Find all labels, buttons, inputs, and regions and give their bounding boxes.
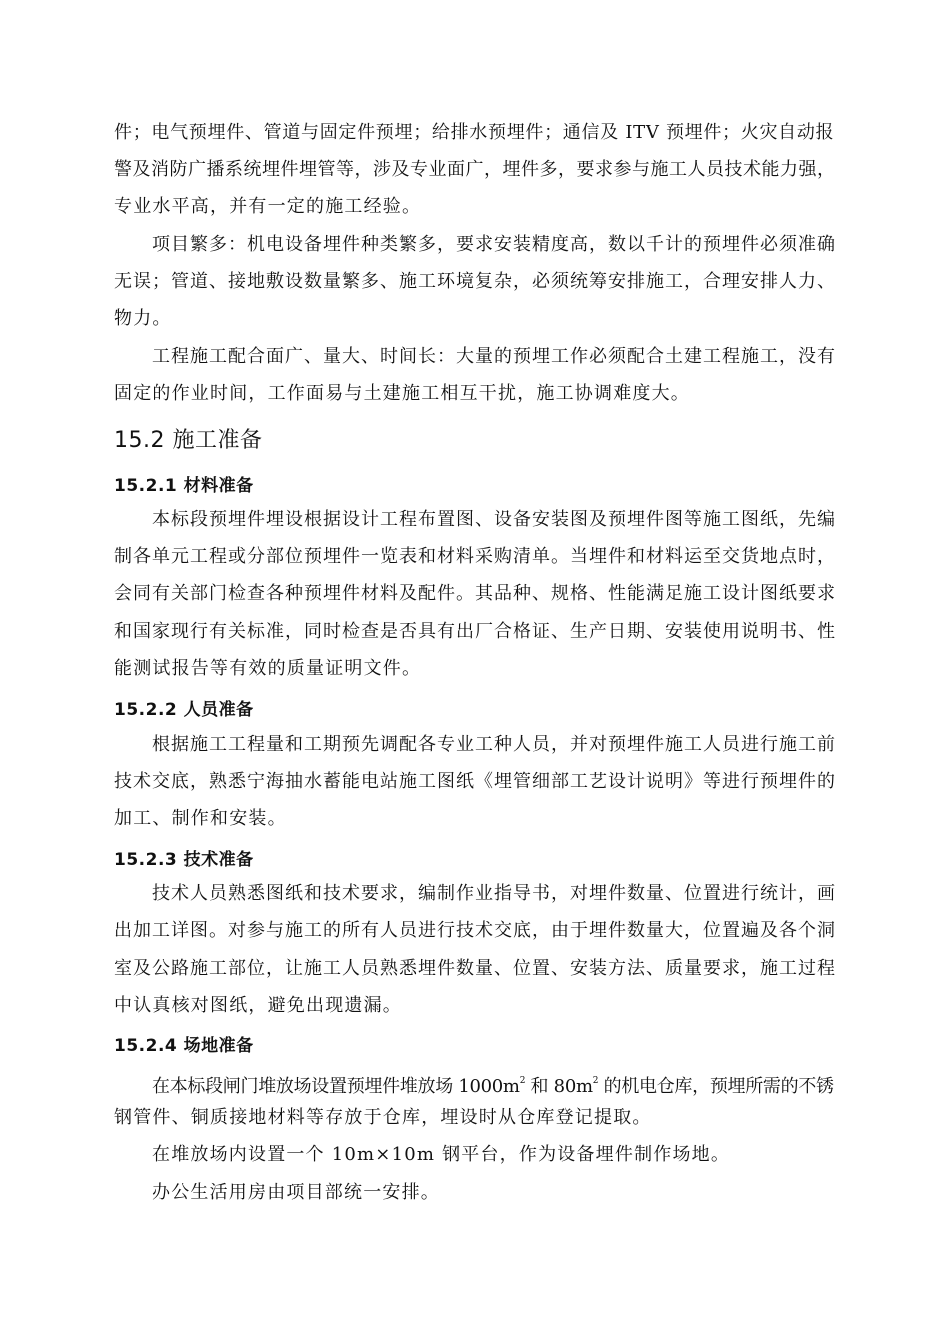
text-segment: 在本标段闸门堆放场设置预埋件堆放场 1000m <box>152 1076 520 1097</box>
text-line: 本标段预埋件埋设根据设计工程布置图、设备安装图及预埋件图等施工图纸，先编 <box>152 509 836 530</box>
text-line: 技术人员熟悉图纸和技术要求，编制作业指导书，对埋件数量、位置进行统计，画 <box>152 883 836 904</box>
text-segment: 和 80m <box>525 1076 593 1097</box>
text-line <box>152 1069 834 1099</box>
text-line: 会同有关部门检查各种预埋件材料及配件。其品种、规格、性能满足施工设计图纸要求 <box>114 583 836 604</box>
subsection-heading: 15.2.3 技术准备 <box>114 850 254 870</box>
text-line: 在堆放场内设置一个 10m×10m 钢平台，作为设备埋件制作场地。 <box>152 1144 731 1165</box>
subsection-heading: 15.2.2 人员准备 <box>114 700 254 720</box>
text-line: 警及消防广播系统埋件埋管等，涉及专业面广，埋件多，要求参与施工人员技术能力强， <box>114 159 836 180</box>
text-line: 项目繁多：机电设备埋件种类繁多，要求安装精度高，数以千计的预埋件必须准确 <box>152 234 836 255</box>
text-line: 物力。 <box>114 308 172 329</box>
text-line: 根据施工工程量和工期预先调配各专业工种人员，并对预埋件施工人员进行施工前 <box>152 734 836 755</box>
subsection-heading: 15.2.4 场地准备 <box>114 1036 254 1056</box>
text-segment: 的机电仓库，预埋所需的不锈 <box>598 1076 834 1097</box>
text-line: 件；电气预埋件、管道与固定件预埋；给排水预埋件；通信及 ITV 预埋件；火灾自动报 <box>114 122 835 143</box>
superscript: 2 <box>592 1076 599 1086</box>
text-line: 无误；管道、接地敷设数量繁多、施工环境复杂，必须统筹安排施工，合理安排人力、 <box>114 271 836 292</box>
text-line: 能测试报告等有效的质量证明文件。 <box>114 658 422 679</box>
text-line: 加工、制作和安装。 <box>114 808 287 829</box>
text-line: 技术交底，熟悉宁海抽水蓄能电站施工图纸《埋管细部工艺设计说明》等进行预埋件的 <box>114 771 836 792</box>
text-line: 钢管件、铜质接地材料等存放于仓库，埋设时从仓库登记提取。 <box>114 1107 652 1128</box>
text-line: 固定的作业时间，工作面易与土建施工相互干扰，施工协调难度大。 <box>114 383 690 404</box>
text-line: 专业水平高，并有一定的施工经验。 <box>114 196 422 217</box>
section-heading: 15.2 施工准备 <box>114 428 263 453</box>
superscript: 2 <box>519 1076 526 1086</box>
text-line: 室及公路施工部位，让施工人员熟悉埋件数量、位置、安装方法、质量要求，施工过程 <box>114 958 836 979</box>
text-line: 和国家现行有关标准，同时检查是否具有出厂合格证、生产日期、安装使用说明书、性 <box>114 621 836 642</box>
text-line: 办公生活用房由项目部统一安排。 <box>152 1182 440 1203</box>
text-line: 出加工详图。对参与施工的所有人员进行技术交底，由于埋件数量大，位置遍及各个洞 <box>114 920 836 941</box>
subsection-heading: 15.2.1 材料准备 <box>114 476 254 496</box>
text-line: 中认真核对图纸，避免出现遗漏。 <box>114 995 402 1016</box>
text-line: 制各单元工程或分部位预埋件一览表和材料采购清单。当埋件和材料运至交货地点时， <box>114 546 836 567</box>
text-line: 工程施工配合面广、量大、时间长：大量的预埋工作必须配合土建工程施工，没有 <box>152 346 836 367</box>
